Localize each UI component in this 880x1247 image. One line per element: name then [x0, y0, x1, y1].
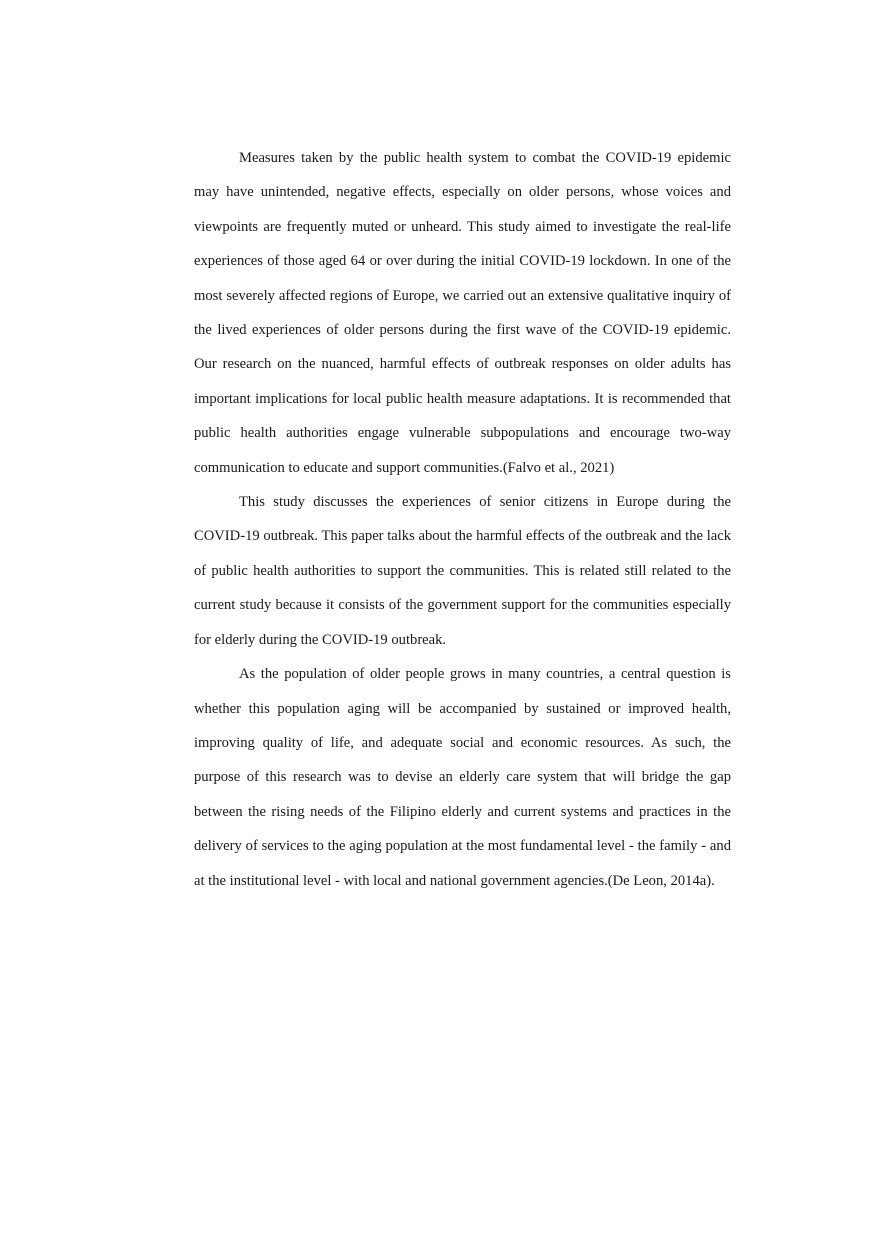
paragraph-2: This study discusses the experiences of senior citizens in Europe during the COVID-19 outbreak. This paper talks about the harmful effects of the outbreak and the lack of public health authorities to support the communities. This is related still related to the current study because it consists of the government support for the communities especially for elderly during the COVID-19 outbreak. [194, 494, 731, 648]
body-text [194, 141, 731, 898]
paragraph-1: Measures taken by the public health system to combat the COVID-19 epidemic may have unintended, negative effects, especially on older persons, whose voices and viewpoints are frequently muted or unheard. This study aimed to investigate the real-life experiences of those aged 64 or over during the initial COVID-19 lockdown. In one of the most severely affected regions of Europe, we carried out an extensive qualitative inquiry of the lived experiences of older persons during the first wave of the COVID-19 epidemic. Our research on the nuanced, harmful effects of outbreak responses on older adults has important implications for local public health measure adaptations. It is recommended that public health authorities engage vulnerable subpopulations and encourage two-way communication to educate and support communities.(Falvo et al., 2021) [194, 150, 731, 476]
paragraph-3: As the population of older people grows in many countries, a central question is whether this population aging will be accompanied by sustained or improved health, improving quality of life, and adequate social and economic resources. As such, the purpose of this research was to devise an elderly care system that will bridge the gap between the rising needs of the Filipino elderly and current systems and practices in the delivery of services to the aging population at the most fundamental level - the family - and at the institutional level - with local and national government agencies.(De Leon, 2014a). [194, 666, 731, 889]
